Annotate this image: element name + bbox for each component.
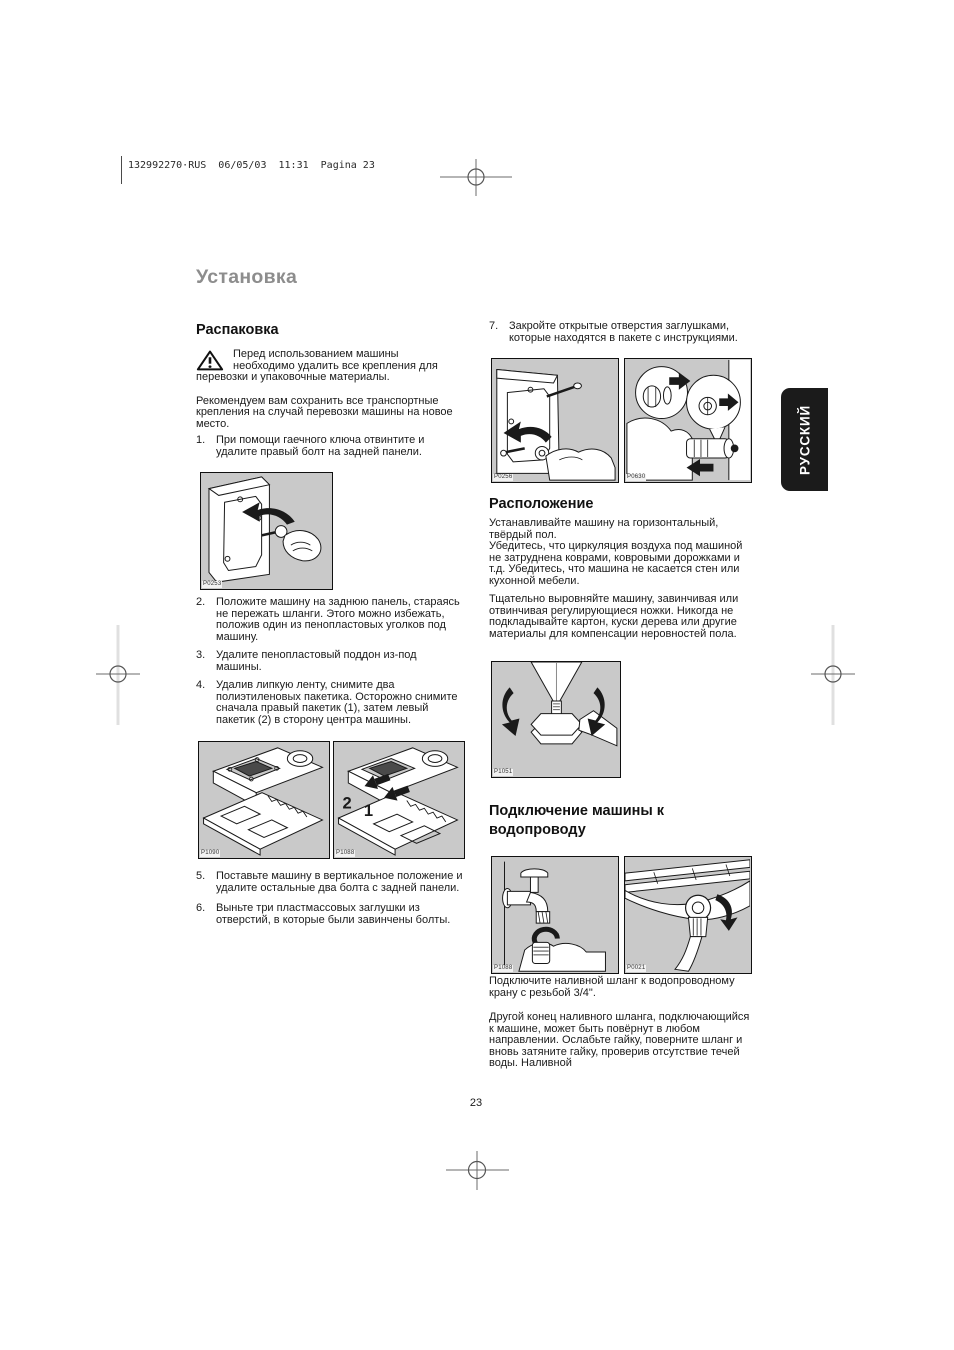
crop-mark-top <box>436 155 516 200</box>
machine-rear-wrench-illustration <box>201 473 331 588</box>
figure-label: P0630 <box>627 474 646 480</box>
leveling-foot-wrench-illustration <box>492 662 619 776</box>
figure-row-plugs <box>491 358 756 483</box>
figure-tap-connection <box>491 856 619 974</box>
right-column <box>489 316 756 1070</box>
positioning-para-3: Тщательно выровняйте машину, завинчивая или отвинчивая регулирующиеся ножки. Никогда не подкладывайте картон, куски дерева или другие материалы для компенсации неровностей пола. <box>489 593 739 640</box>
positioning-para-2: Убедитесь, что циркуляция воздуха под машиной не затруднена коврами, ковровыми дорожками и т.д. Убедитесь, что машина не касается стен или кухонной мебели. <box>489 540 743 587</box>
step-text: Закройте открытые отверстия заглушками, которые находятся в пакете с инструкциями. <box>509 320 738 344</box>
step-5 <box>196 871 463 894</box>
page-number: 23 <box>469 1097 483 1109</box>
figure-leveling-feet <box>491 661 621 778</box>
step-text: Поставьте машину в вертикальное положение и удалите остальные два болта с задней панели. <box>216 870 463 894</box>
machine-on-back-illustration <box>199 742 328 857</box>
print-header-text: 132992270·RUS 06/05/03 11:31 Pagina 23 <box>128 160 375 171</box>
section-heading-positioning: Расположение <box>489 496 594 512</box>
step-number: 6. <box>196 902 206 914</box>
figure-remove-bags <box>333 741 465 859</box>
step-number: 1. <box>196 434 206 446</box>
crop-tick-header <box>121 156 122 184</box>
step-1 <box>196 435 463 458</box>
warning-text: Перед использованием машины необходимо удалить все крепления для перевозки и упаковочные материалы. <box>196 348 438 383</box>
step-2 <box>196 597 463 643</box>
figure-row-water <box>491 856 756 974</box>
figure-foam-base <box>198 741 330 859</box>
step-7 <box>489 321 756 344</box>
step-text: Удалите пенопластовый поддон из-под машины. <box>216 649 417 673</box>
transport-note: Рекомендуем вам сохранить все транспортные крепления на случай перевозки машины на новое место. <box>196 394 453 430</box>
plug-detail-illustration <box>625 359 750 481</box>
inlet-hose-illustration <box>625 857 750 972</box>
crop-mark-left <box>94 625 144 725</box>
figure-label: P1051 <box>494 769 513 775</box>
page-title: Установка <box>196 266 298 288</box>
section-heading-unpacking: Распаковка <box>196 322 279 338</box>
language-tab-russian <box>781 388 828 491</box>
figure-insert-plugs <box>624 358 752 483</box>
step-text: Выньте три пластмассовых заглушки из отверстий, в которые были завинчены болты. <box>216 902 451 926</box>
step-4 <box>196 680 463 726</box>
machine-bags-illustration <box>334 742 463 857</box>
figure-row-laydown <box>198 741 463 859</box>
rear-panel-bolts-illustration <box>492 359 617 481</box>
figure-label: P1088 <box>336 850 355 856</box>
water-para-1: Подключите наливной шланг к водопроводному крану с резьбой 3/4". <box>489 975 735 999</box>
figure-remove-bolt <box>200 472 333 590</box>
step-number: 4. <box>196 679 206 691</box>
figure-label: P0256 <box>494 474 513 480</box>
bag-label-1: 1 <box>363 801 374 821</box>
figure-label: P0021 <box>627 965 646 971</box>
step-text: Удалив липкую ленту, снимите два полиэтиленовых пакетика. Осторожно снимите сначала правый пакетик (1), затем левый пакетик (2) в сторону центра машины. <box>216 679 458 726</box>
water-para-2: Другой конец наливного шланга, подключающийся к машине, может быть повёрнут в любом направлении. Ослабьте гайку, поверните шланг и вновь затяните гайку, проверив отсутствие течей воды. Наливной <box>489 1011 750 1069</box>
step-3 <box>196 650 463 673</box>
left-column <box>196 316 463 926</box>
warning-block <box>196 349 463 384</box>
step-number: 3. <box>196 649 206 661</box>
water-tap-illustration <box>492 857 617 972</box>
step-6 <box>196 903 463 926</box>
language-tab-label: РУССКИЙ <box>797 404 812 475</box>
figure-inlet-hose <box>624 856 752 974</box>
step-text: При помощи гаечного ключа отвинтите и удалите правый болт на задней панели. <box>216 434 425 458</box>
figure-label: P0253 <box>203 581 222 587</box>
step-text: Положите машину на заднюю панель, стараясь не пережать шланги. Этого можно избежать, положив один из пенопластовых уголков под машину. <box>216 596 460 643</box>
section-heading-water-connection: Подключение машины к водопроводу <box>489 803 665 838</box>
positioning-para-1: Устанавливайте машину на горизонтальный, твёрдый пол. <box>489 517 719 541</box>
step-number: 7. <box>489 320 499 332</box>
figure-label: P1090 <box>201 850 220 856</box>
figure-remove-remaining-bolts <box>491 358 619 483</box>
crop-mark-bottom <box>420 1140 535 1202</box>
step-number: 2. <box>196 596 206 608</box>
crop-mark-right <box>809 625 859 725</box>
bag-label-2: 2 <box>342 793 352 813</box>
figure-label: P1088 <box>494 965 513 971</box>
warning-triangle-icon <box>196 350 224 371</box>
step-number: 5. <box>196 870 206 882</box>
